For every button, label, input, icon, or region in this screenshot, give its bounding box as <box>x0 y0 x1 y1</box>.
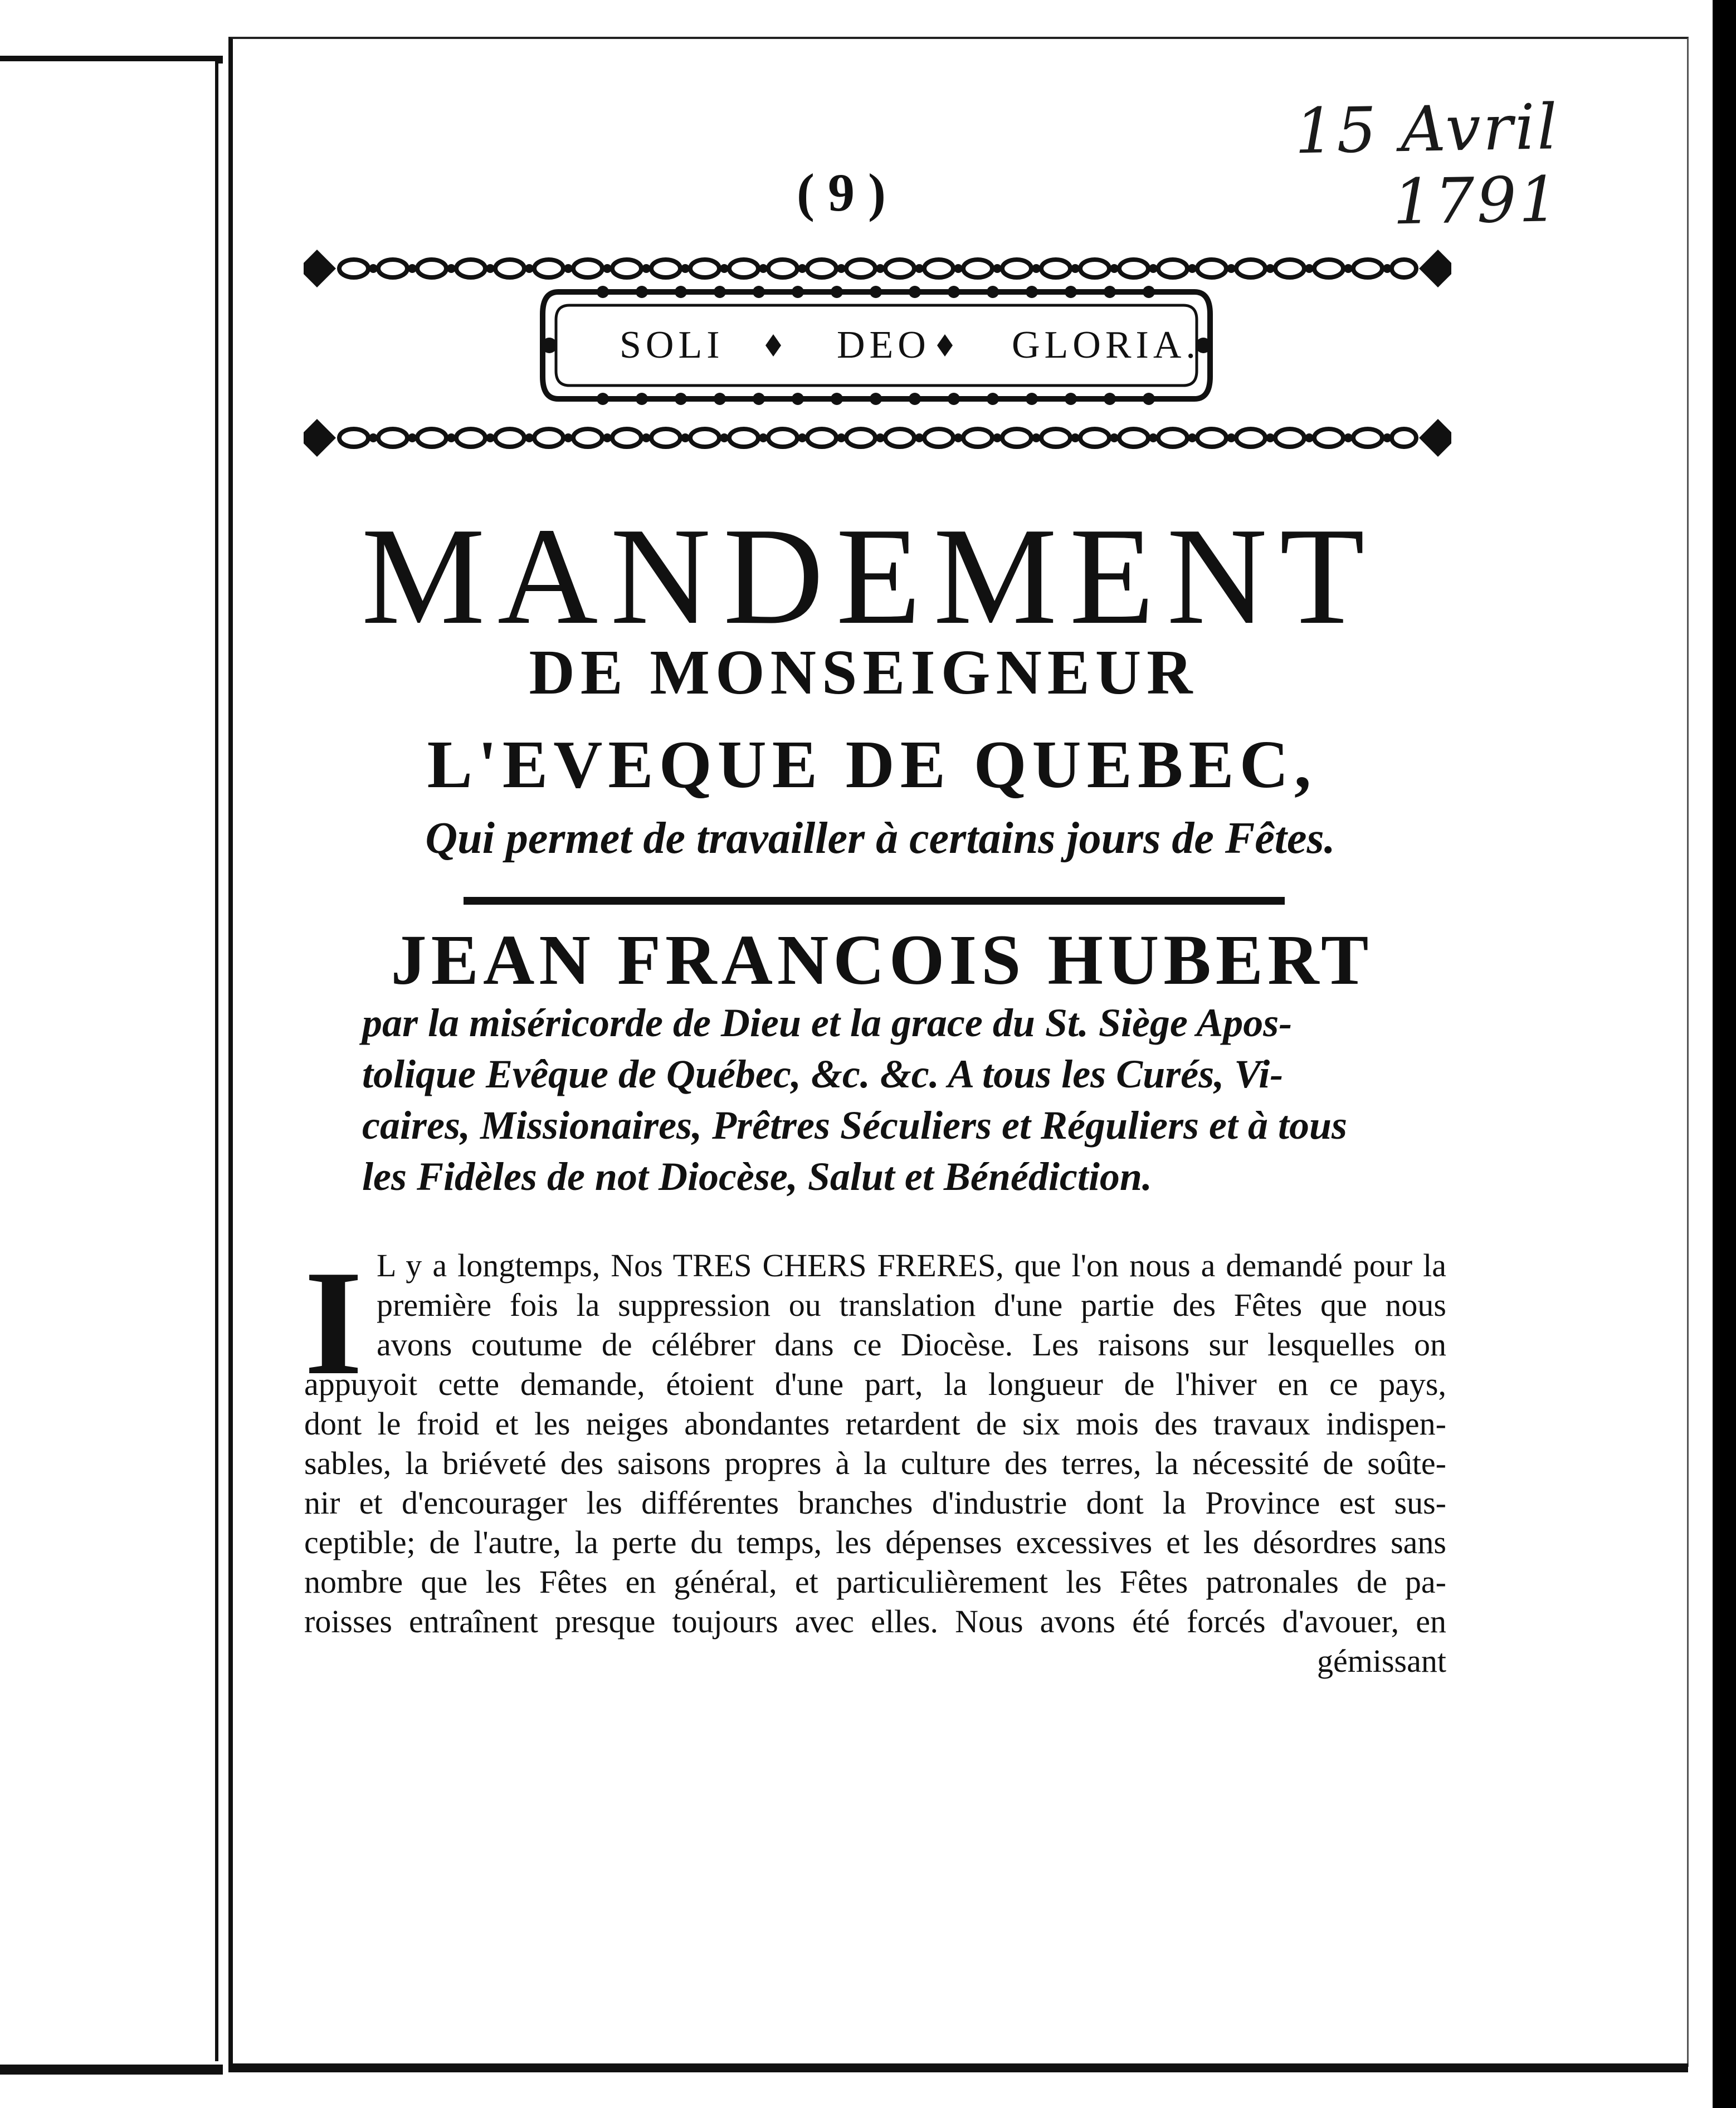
motto-word-soli: SOLI <box>620 324 724 367</box>
body-line: roisses entraînent presque toujours avec elles. Nous avons été forcés d'avouer, en <box>304 1603 1446 1639</box>
body-line: ceptible; de l'autre, la perte du temps, les dépenses excessives et les désordres sans <box>304 1524 1446 1560</box>
body-line: avons coutume de célébrer dans ce Diocèse. Les raisons sur lesquelles on <box>377 1326 1446 1363</box>
page-number: ( 9 ) <box>797 163 886 222</box>
title-line-monseigneur: DE MONSEIGNEUR <box>529 637 1198 707</box>
catchword: gémissant <box>1317 1643 1446 1679</box>
document-title: MANDEMENT <box>361 499 1377 653</box>
page-bottom-edge <box>228 2063 1688 2072</box>
left-page-bottom-edge <box>0 2065 223 2075</box>
body-line: première fois la suppression ou translation d'une partie des Fêtes que nous <box>377 1287 1446 1323</box>
body-line: nombre que les Fêtes en général, et particulièrement les Fêtes patronales de pa- <box>304 1564 1446 1600</box>
address-paragraph <box>362 997 1449 1202</box>
document-subtitle: Qui permet de travailler à certains jours de Fêtes. <box>425 814 1335 863</box>
motto-word-gloria: GLORIA. <box>1012 324 1200 367</box>
handwritten-date: 15 Avril 1791 <box>1294 91 1562 239</box>
author-name: JEAN FRANCOIS HUBERT <box>391 920 1373 999</box>
body-line: dont le froid et les neiges abondantes retardent de six mois des travaux indispen- <box>304 1406 1446 1442</box>
body-text <box>304 1240 1446 1681</box>
motto-word-deo: DEO <box>837 324 930 367</box>
ornament-chain-bottom-icon <box>304 416 1451 460</box>
address-line: caires, Missionaires, Prêtres Séculiers et Réguliers et à tous <box>362 1103 1348 1148</box>
facing-page-edge <box>0 61 218 2061</box>
body-line: sables, la briéveté des saisons propres à la culture des terres, la nécessité de soûte- <box>304 1445 1446 1481</box>
drop-cap: I <box>304 1240 363 1406</box>
address-line: tolique Evêque de Québec, &c. &c. A tous les Curés, Vi- <box>362 1052 1284 1096</box>
body-line: appuyoit cette demande, étoient d'une part, la longueur de l'hiver en ce pays, <box>304 1366 1446 1402</box>
title-line-eveque: L'EVEQUE DE QUEBEC, <box>427 727 1317 802</box>
section-divider <box>464 897 1285 905</box>
address-line: par la miséricorde de Dieu et la grace du St. Siège Apos- <box>362 1001 1293 1045</box>
address-line: les Fidèles de not Diocèse, Salut et Bénédiction. <box>362 1154 1152 1199</box>
body-line: nir et d'encourager les différentes branches d'industrie dont la Province est sus- <box>304 1485 1446 1521</box>
body-line: L y a longtemps, Nos TRES CHERS FRERES, que l'on nous a demandé pour la <box>377 1247 1446 1284</box>
